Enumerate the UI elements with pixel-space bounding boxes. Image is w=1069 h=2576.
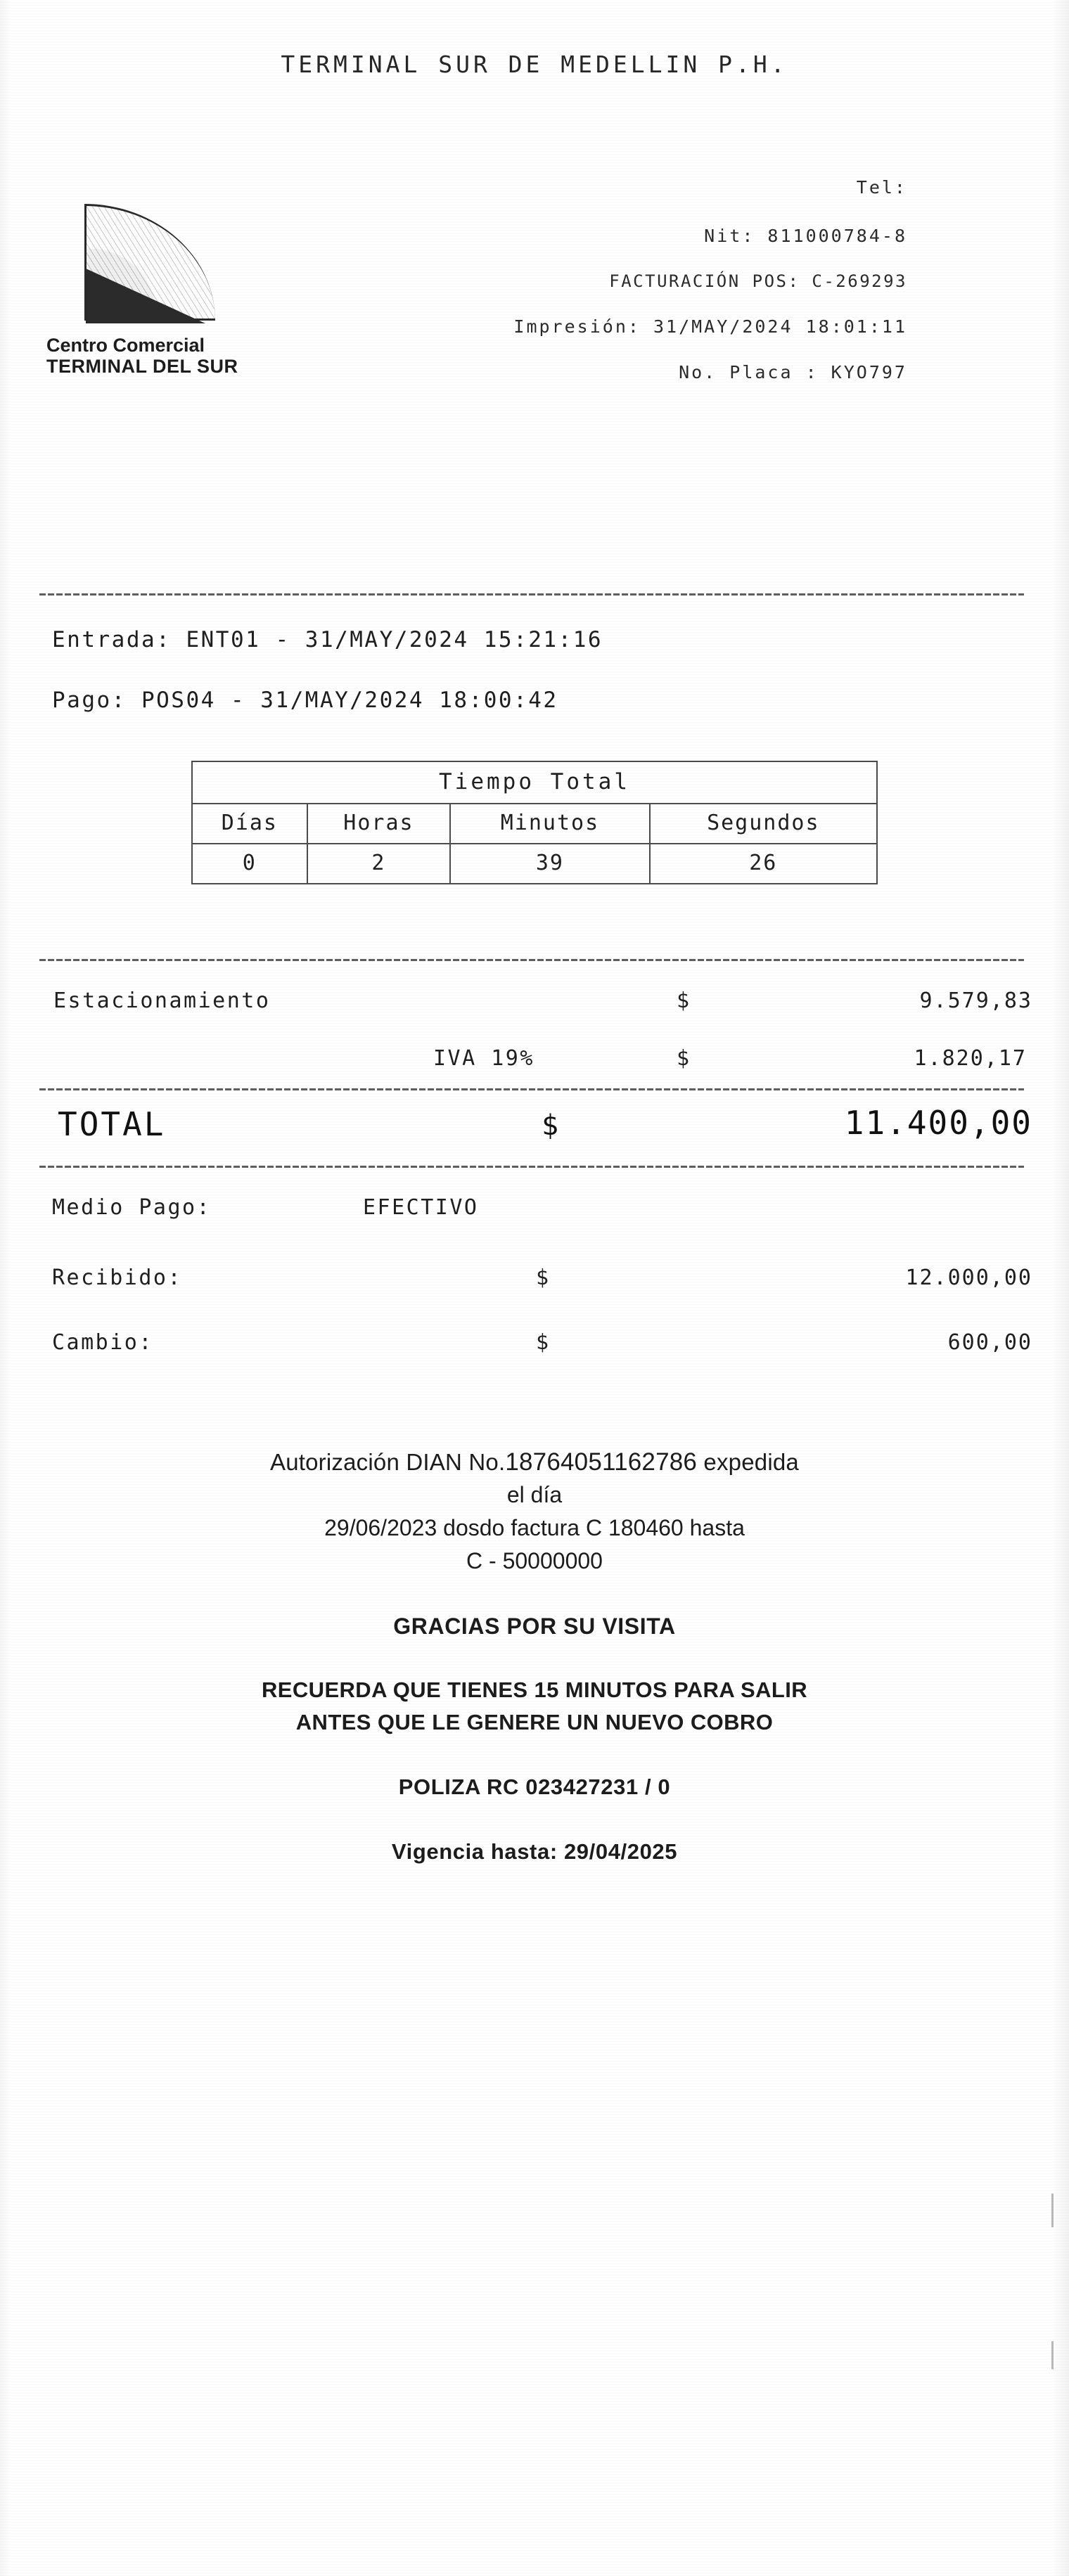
- paper-edge-right: [1052, 0, 1069, 2576]
- header-nit: Nit: 811000784-8: [704, 226, 907, 246]
- dian-line-4: C - 50000000: [466, 1548, 603, 1573]
- amount-value-iva: 1.820,17: [914, 1046, 1027, 1071]
- poliza-line: POLIZA RC 023427231 / 0: [398, 1775, 671, 1799]
- dian-suffix: expedida: [697, 1449, 799, 1475]
- amount-label-estacionamiento: Estacionamiento: [53, 988, 271, 1013]
- paper-tear-mark-upper: [1051, 2194, 1054, 2227]
- total-currency: $: [542, 1109, 559, 1142]
- company-title: TERMINAL SUR DE MEDELLIN P.H.: [281, 51, 788, 78]
- amount-currency-iva: $: [677, 1046, 690, 1071]
- entry-line: Entrada: ENT01 - 31/MAY/2024 15:21:16: [52, 627, 603, 652]
- dian-line-2: el día: [506, 1482, 563, 1507]
- header-facturacion-pos: FACTURACIÓN POS: C-269293: [609, 271, 907, 291]
- time-total-table: [191, 761, 878, 884]
- value-minutos: 39: [450, 844, 649, 884]
- table-header-row: [192, 804, 877, 844]
- paper-tear-mark-lower: [1051, 2341, 1054, 2369]
- divider-total-top: [39, 1088, 1024, 1090]
- amount-currency-estacionamiento: $: [677, 988, 690, 1013]
- time-total-caption: Tiempo Total: [192, 761, 877, 804]
- receipt-footer: [0, 1448, 1069, 1865]
- amount-value-estacionamiento: 9.579,83: [919, 988, 1032, 1013]
- value-dias: 0: [192, 844, 307, 884]
- change-label: Cambio:: [52, 1330, 153, 1355]
- reminder-line-1: RECUERDA QUE TIENES 15 MINUTOS PARA SALIR: [262, 1677, 807, 1702]
- header-dias: Días: [192, 804, 307, 844]
- table-row: [192, 844, 877, 884]
- dian-prefix: Autorización DIAN No.: [270, 1449, 506, 1475]
- change-currency: $: [536, 1330, 549, 1355]
- payment-method-value: EFECTIVO: [363, 1195, 479, 1220]
- amount-label-iva: IVA 19%: [433, 1046, 534, 1071]
- divider-header: [39, 593, 1024, 595]
- logo-text-line1: Centro Comercial: [46, 335, 205, 356]
- divider-total-bottom: [39, 1166, 1024, 1168]
- dian-line-3: 29/06/2023 dosdo factura C 180460 hasta: [324, 1515, 745, 1540]
- value-segundos: 26: [650, 844, 877, 884]
- reminder-line-2: ANTES QUE LE GENERE UN NUEVO COBRO: [295, 1710, 774, 1734]
- dian-number: 18764051162786: [505, 1448, 698, 1476]
- header-impresion: Impresión: 31/MAY/2024 18:01:11: [513, 316, 907, 337]
- header-minutos: Minutos: [450, 804, 649, 844]
- change-value: 600,00: [947, 1330, 1032, 1355]
- header-segundos: Segundos: [650, 804, 877, 844]
- divider-amounts: [39, 959, 1024, 961]
- received-value: 12.000,00: [905, 1266, 1032, 1290]
- value-horas: 2: [307, 844, 451, 884]
- received-label: Recibido:: [52, 1266, 183, 1290]
- payment-line: Pago: POS04 - 31/MAY/2024 18:00:42: [52, 688, 558, 713]
- table-caption-row: [192, 761, 877, 804]
- payment-method-label: Medio Pago:: [52, 1195, 212, 1220]
- received-currency: $: [536, 1266, 549, 1290]
- header-horas: Horas: [307, 804, 451, 844]
- header-placa: No. Placa : KYO797: [679, 362, 907, 382]
- vigencia-line: Vigencia hasta: 29/04/2025: [391, 1839, 678, 1864]
- header-info: [0, 177, 907, 408]
- header-tel: Tel:: [856, 177, 907, 198]
- logo-text-line2: TERMINAL DEL SUR: [46, 356, 238, 378]
- total-value: 11.400,00: [844, 1104, 1032, 1142]
- total-label: TOTAL: [58, 1105, 166, 1143]
- thanks-message: GRACIAS POR SU VISITA: [393, 1614, 676, 1639]
- dian-authorization-line: [0, 1448, 1069, 1476]
